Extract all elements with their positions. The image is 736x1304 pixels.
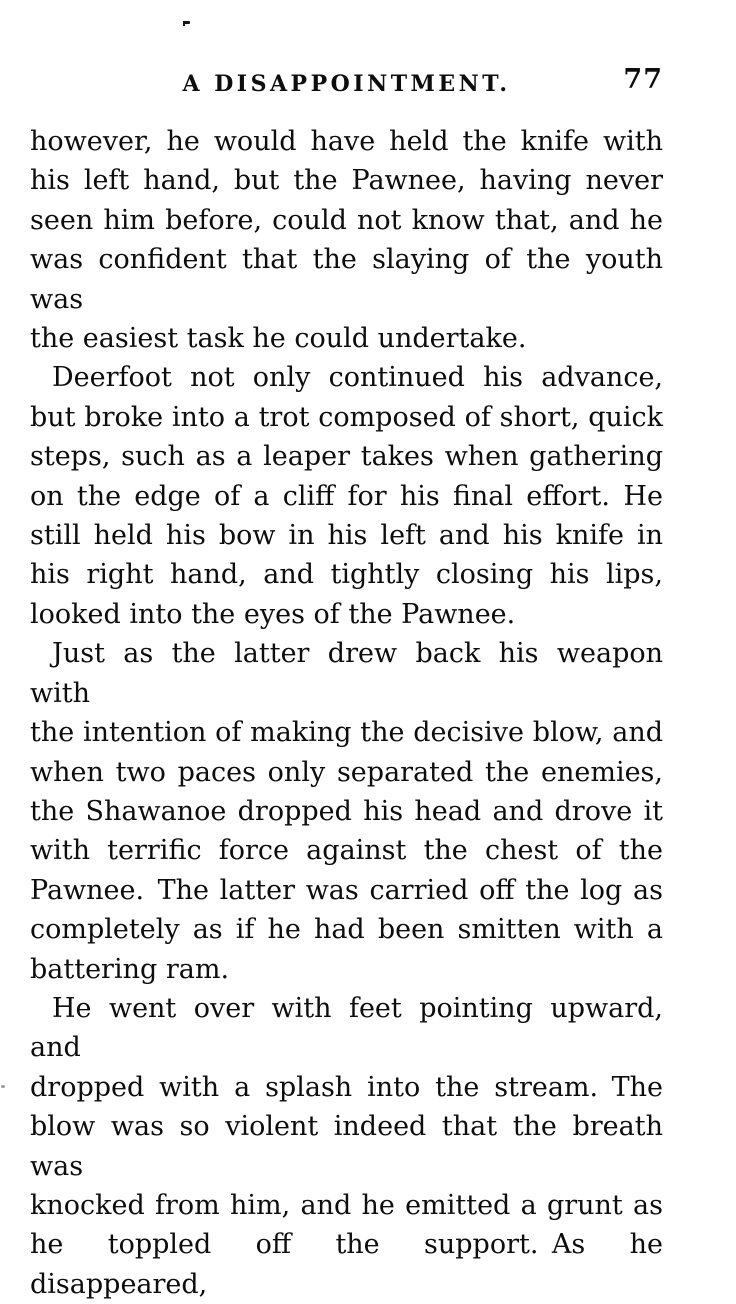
- chapter-running-title: A DISAPPOINTMENT.: [182, 71, 511, 97]
- text-line: was confident that the slaying of the youth was: [30, 244, 663, 315]
- text-line: his left hand, but the Pawnee, having never: [30, 165, 663, 197]
- page-number: 77: [623, 64, 663, 95]
- text-line: the intention of making the decisive blow, and: [30, 717, 663, 749]
- ink-speck-top: [183, 21, 190, 24]
- text-line: he toppled off the support. As he disappeared,: [30, 1229, 663, 1300]
- text-line: knocked from him, and he emitted a grunt as: [30, 1189, 663, 1221]
- text-line: however, he would have held the knife with: [30, 126, 663, 157]
- text-line: looked into the eyes of the Pawnee.: [30, 598, 516, 630]
- text-line: Pawnee. The latter was carried off the log as: [30, 874, 663, 906]
- text-line: steps, such as a leaper takes when gathering: [30, 441, 663, 473]
- text-line: seen him before, could not know that, and he: [30, 204, 663, 236]
- text-line: dropped with a splash into the stream. The: [30, 1071, 663, 1103]
- text-line: Deerfoot not only continued his advance,: [52, 362, 663, 394]
- ink-speck-left-margin: [1, 1085, 5, 1088]
- text-line: the easiest task he could undertake.: [30, 323, 527, 355]
- running-header: [30, 64, 663, 98]
- text-line: blow was so violent indeed that the breath was: [30, 1111, 663, 1182]
- text-line: Just as the latter drew back his weapon with: [30, 638, 663, 709]
- text-block: [30, 122, 663, 1304]
- text-line: on the edge of a cliff for his final effort. He: [30, 480, 663, 512]
- text-line: but broke into a trot composed of short, quick: [30, 401, 663, 433]
- text-line: with terrific force against the chest of the: [30, 835, 663, 867]
- text-line: He went over with feet pointing upward, and: [30, 992, 663, 1064]
- text-line: his right hand, and tightly closing his lips,: [30, 559, 663, 591]
- text-line: when two paces only separated the enemies,: [30, 756, 663, 788]
- text-line: still held his bow in his left and his knife in: [30, 520, 663, 552]
- text-line: battering ram.: [30, 953, 230, 985]
- text-line: completely as if he had been smitten with a: [30, 914, 663, 946]
- text-line: the Shawanoe dropped his head and drove it: [30, 795, 663, 827]
